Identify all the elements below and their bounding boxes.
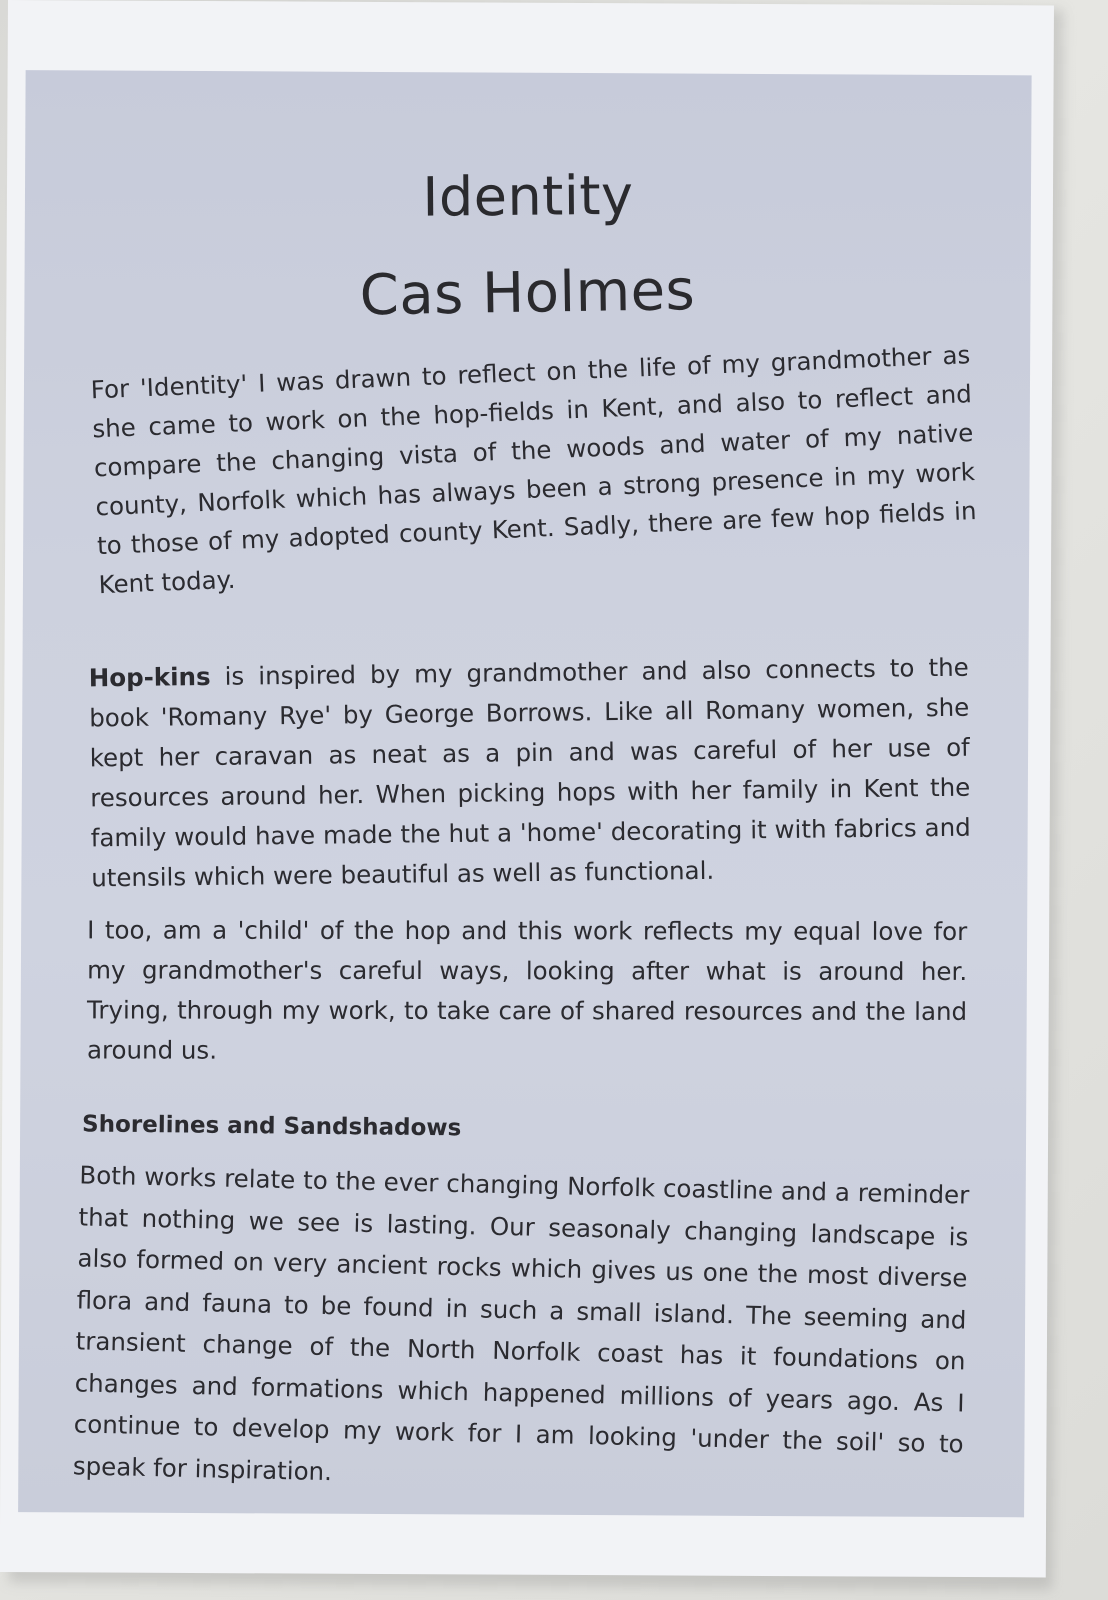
child-paragraph: I too, am a 'child' of the hop and this work reflects my equal love for my grandmother's careful ways, looking after what is around her. Trying, through my work, to take care of shared resources and the land around us. <box>86 915 968 1065</box>
hopkins-paragraph <box>89 648 972 899</box>
poster-author: Cas Holmes <box>359 258 696 329</box>
poster-panel <box>18 70 1032 1517</box>
shorelines-heading: Shorelines and Sandshadows <box>81 1111 462 1142</box>
poster-title: Identity <box>422 163 634 229</box>
intro-paragraph: For 'Identity' I was drawn to reflect on the life of my grandmother as she came to work on the hop-fields in Kent, and also to reflect and compare the changing vista of the woods and water of my native county, Norfolk which has always been a strong presence in my work to those of my adopted county Kent. Sadly, there are few hop fields in Kent today. <box>90 340 977 600</box>
hopkins-title: Hop-kins <box>88 661 211 693</box>
hopkins-text: is inspired by my grandmother and also connects to the book 'Romany Rye' by George Borrows. Like all Romany women, she kept her caravan as neat as a pin and was careful of her use of resources around her. When picking hops with her family in Kent the family would have made the hut a 'home' decorating it with fabrics and utensils which were beautiful as well as functional. <box>89 652 971 893</box>
shorelines-paragraph: Both works relate to the ever changing Norfolk coastline and a reminder that nothing we see is lasting. Our seasonaly changing landscape is also formed on very ancient rocks which gives us one the most diverse flora and fauna to be found in such a small island. The seeming and transient change of the North Norfolk coast has it foundations on changes and formations which happened millions of years ago. As I continue to develop my work for I am looking 'under the soil' so to speak for inspiration. <box>72 1160 970 1486</box>
